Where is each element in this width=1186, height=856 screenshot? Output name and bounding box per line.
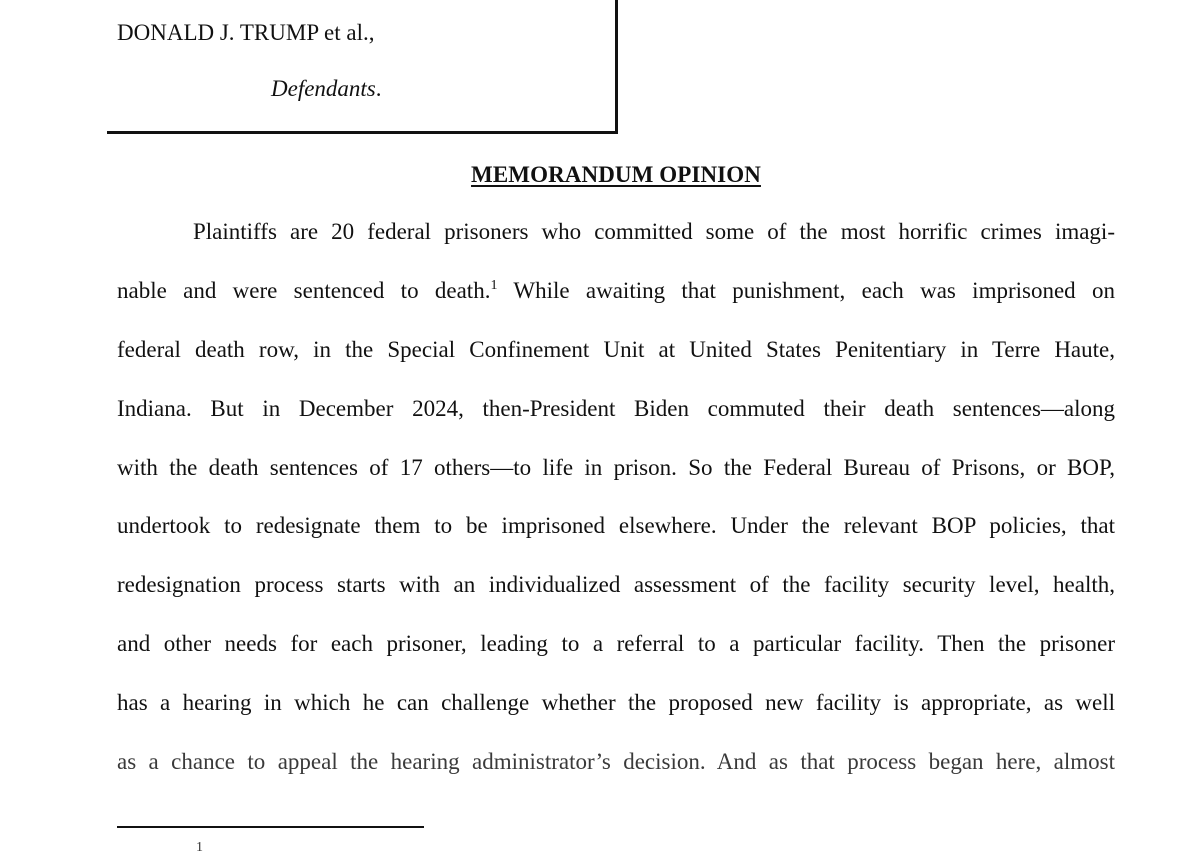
body-line-5: with the death sentences of 17 others—to life in prison. So the Federal Bureau of Prisons, or BOP, xyxy=(117,454,1115,480)
caption-role-text: Defendants xyxy=(271,76,376,101)
body-line-1: Plaintiffs are 20 federal prisoners who committed some of the most horrific crimes imagi- xyxy=(193,219,1115,244)
case-caption-box xyxy=(107,0,618,134)
body-line-2-text-a: nable and were sentenced to death. xyxy=(117,277,491,303)
footnote-number: 1 xyxy=(196,840,203,855)
opinion-body xyxy=(117,215,1115,804)
body-line-2-text-b: While awaiting that punishment, each was imprisoned on xyxy=(513,277,1115,303)
body-line-2 xyxy=(117,274,1115,333)
document-title: MEMORANDUM OPINION xyxy=(471,162,761,187)
caption-party-name: DONALD J. TRUMP et al., xyxy=(117,20,375,45)
body-line-4: Indiana. But in December 2024, then-President Biden commuted their death sentences—along xyxy=(117,395,1115,421)
footnote-reference[interactable]: 1 xyxy=(490,277,498,293)
body-line-3: federal death row, in the Special Confinement Unit at United States Penitentiary in Terre Haute, xyxy=(117,336,1115,362)
body-line-8: and other needs for each prisoner, leading to a referral to a particular facility. Then the prisoner xyxy=(117,631,1115,657)
body-line-6: undertook to redesignate them to be imprisoned elsewhere. Under the relevant BOP policies, that xyxy=(117,513,1115,539)
footnote-separator xyxy=(117,826,424,828)
caption-role-punct: . xyxy=(375,76,382,101)
body-line-7: redesignation process starts with an individualized assessment of the facility security level, health, xyxy=(117,572,1115,598)
body-line-10: as a chance to appeal the hearing administrator’s decision. And as that process began here, almost xyxy=(117,749,1115,775)
caption-party-role xyxy=(271,76,382,102)
body-line-9: has a hearing in which he can challenge whether the proposed new facility is appropriate, as well xyxy=(117,690,1115,716)
